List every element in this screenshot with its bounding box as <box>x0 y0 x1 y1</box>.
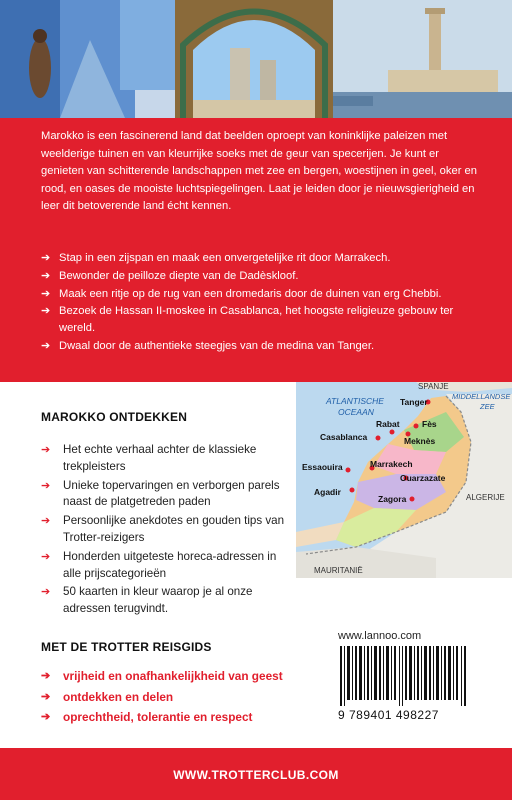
arrow-icon: ➔ <box>41 287 51 300</box>
arrow-icon: ➔ <box>41 269 51 282</box>
trotter-value-item: ➔ oprechtheid, tolerantie en respect <box>41 707 321 728</box>
cover-photo-strip <box>0 0 512 118</box>
publisher-website: www.lannoo.com <box>338 630 422 642</box>
highlight-item: ➔ Maak een ritje op de rug van een dromedaris door de duinen van erg Chebbi. <box>41 286 481 303</box>
city-dot-rabat <box>390 430 395 435</box>
highlight-item: ➔ Bewonder de peilloze diepte van de Dadèskloof. <box>41 268 481 285</box>
city-zagora: Zagora <box>378 494 407 504</box>
arrow-icon: ➔ <box>41 252 51 264</box>
photo-palace-gate <box>175 0 333 118</box>
highlight-item: ➔ Dwaal door de authentieke steegjes van de medina van Tanger. <box>41 338 481 355</box>
arrow-icon: ➔ <box>41 711 51 723</box>
city-dot-essaouira <box>346 468 351 473</box>
city-dot-zagora <box>410 497 415 502</box>
arrow-icon: ➔ <box>41 670 51 682</box>
map-label-med-1: MIDDELLANDSE <box>452 392 511 401</box>
city-casablanca: Casablanca <box>320 432 368 442</box>
map-label-med-2: ZEE <box>480 402 495 411</box>
map-label-ocean: OCEAAN <box>338 407 374 417</box>
photo-hassan-ii-mosque <box>333 0 512 118</box>
arrow-icon: ➔ <box>41 515 51 528</box>
footer-bar <box>0 748 512 800</box>
city-ouarzazate: Ouarzazate <box>400 473 446 483</box>
city-essaouira: Essaouira <box>302 462 343 472</box>
city-marrakech: Marrakech <box>370 459 413 469</box>
arrow-icon: ➔ <box>41 305 51 318</box>
city-tanger: Tanger <box>400 397 428 407</box>
feature-item: ➔ Het echte verhaal achter de klassieke trekpleisters <box>41 443 257 473</box>
feature-item: ➔ 50 kaarten in kleur waarop je al onze adressen terugvindt. <box>41 585 253 616</box>
isbn-number: 9 789401 498227 <box>338 708 439 722</box>
city-dot-agadir <box>350 488 355 493</box>
feature-item: ➔ Honderden uitgeteste horeca-adressen in alle prijscategorieën <box>41 549 277 580</box>
map-label-algeria: ALGERIJE <box>466 493 505 502</box>
city-dot-casablanca <box>376 436 381 441</box>
description-panel <box>0 118 512 382</box>
city-agadir: Agadir <box>314 487 341 497</box>
highlights-list <box>41 250 481 356</box>
arrow-icon: ➔ <box>41 690 51 703</box>
map-label-spain: SPANJE <box>418 382 449 391</box>
city-rabat: Rabat <box>376 419 400 429</box>
section-title-trotter: MET DE TROTTER REISGIDS <box>41 640 212 654</box>
map-label-atlantic: ATLANTISCHE <box>326 396 384 406</box>
intro-paragraph: Marokko is een fascinerend land dat beelden oproept van koninklijke paleizen met weelderige tuinen en van kleurrijke soeks met de geur van specerijen. Je kunt er genieten van schitterende landschappen met zee en bergen, woestijnen in geel, oker en rood, en oases de mooiste luchtspiegelingen. Laat je leiden door je nieuwsgierigheid en leer dit betoverende land écht kennen. <box>41 130 477 213</box>
city-meknes: Meknès <box>404 436 436 446</box>
highlight-item: ➔ Stap in een zijspan en maak een onvergetelijke rit door Marrakech. <box>41 250 481 267</box>
barcode <box>338 646 472 706</box>
highlight-item: ➔ Bezoek de Hassan II-moskee in Casablanca, het hoogste religieuze gebouw ter wereld. <box>41 305 454 335</box>
arrow-icon: ➔ <box>41 586 51 599</box>
trotter-value-item: ➔ ontdekken en delen <box>41 687 321 708</box>
photo-chefchaouen-street <box>0 0 175 118</box>
section-title-discover: MAROKKO ONTDEKKEN <box>41 410 188 424</box>
map-label-mauritania: MAURITANIË <box>314 566 363 575</box>
arrow-icon: ➔ <box>41 550 51 563</box>
feature-item: ➔ Unieke topervaringen en verborgen parels naast de platgetreden paden <box>41 478 280 509</box>
city-fes: Fès <box>422 419 437 429</box>
morocco-map <box>296 382 512 578</box>
feature-item: ➔ Persoonlijke anekdotes en gouden tips van Trotter-reizigers <box>41 514 285 544</box>
trotter-values-list <box>41 666 321 728</box>
trotterclub-url: WWW.TROTTERCLUB.COM <box>173 768 339 782</box>
arrow-icon: ➔ <box>41 444 51 456</box>
features-list <box>41 442 296 618</box>
trotter-value-item: ➔ vrijheid en onafhankelijkheid van geest <box>41 666 321 687</box>
city-dot-fes <box>414 424 419 429</box>
arrow-icon: ➔ <box>41 339 51 352</box>
arrow-icon: ➔ <box>41 479 51 492</box>
